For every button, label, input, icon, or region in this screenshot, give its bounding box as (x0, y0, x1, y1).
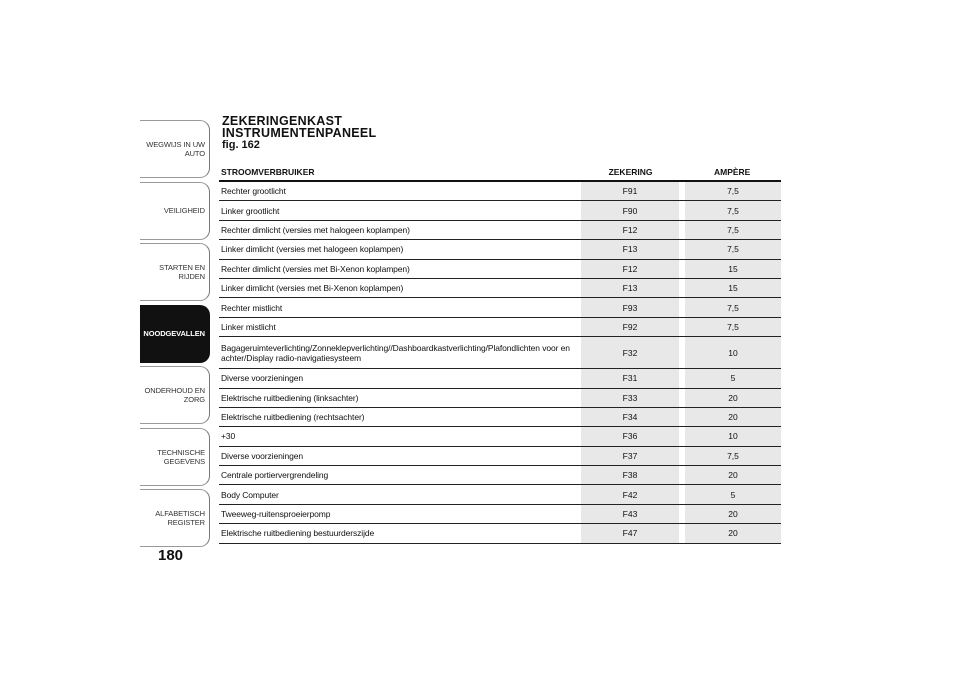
cell-fuse: F13 (581, 240, 679, 258)
cell-consumer: Centrale portiervergrendeling (221, 470, 329, 481)
page-number: 180 (158, 547, 184, 564)
table-row (219, 240, 781, 259)
header-stroomverbruiker: STROOMVERBRUIKER (221, 166, 315, 177)
fuse-table (219, 163, 781, 544)
header-ampere: AMPÈRE (713, 166, 751, 177)
chapter-sidebar (140, 120, 210, 551)
header-zekering: ZEKERING (608, 166, 653, 177)
table-header (219, 163, 781, 182)
cell-ampere: 15 (685, 279, 781, 297)
cell-ampere: 20 (685, 505, 781, 523)
cell-fuse: F38 (581, 466, 679, 484)
cell-consumer: Diverse voorzieningen (221, 450, 303, 461)
cell-consumer: Rechter mistlicht (221, 302, 283, 313)
cell-consumer: +30 (221, 431, 236, 442)
cell-consumer: Rechter grootlicht (221, 186, 286, 197)
table-row (219, 337, 781, 369)
cell-fuse: F12 (581, 260, 679, 278)
tab-starten-en-rijden[interactable]: STARTEN EN RIJDEN (140, 243, 210, 301)
cell-ampere: 7,5 (685, 318, 781, 336)
table-row (219, 485, 781, 504)
cell-fuse: F93 (581, 298, 679, 316)
heading-line-1: ZEKERINGENKAST (222, 114, 343, 128)
table-row (219, 408, 781, 427)
cell-ampere: 10 (685, 337, 781, 368)
cell-consumer: Linker dimlicht (versies met halogeen koplampen) (221, 244, 404, 255)
table-row (219, 298, 781, 317)
cell-consumer: Rechter dimlicht (versies met Bi-Xenon koplampen) (221, 263, 410, 274)
cell-ampere: 7,5 (685, 182, 781, 200)
cell-consumer: Body Computer (221, 489, 279, 500)
cell-ampere: 7,5 (685, 447, 781, 465)
cell-ampere: 7,5 (685, 201, 781, 219)
table-body (219, 182, 781, 544)
cell-fuse: F43 (581, 505, 679, 523)
cell-fuse: F47 (581, 524, 679, 542)
cell-ampere: 5 (685, 369, 781, 387)
table-row (219, 524, 781, 543)
cell-consumer: Tweeweg-ruitensproeierpomp (221, 509, 331, 520)
figure-reference: fig. 162 (222, 139, 260, 151)
cell-fuse: F92 (581, 318, 679, 336)
cell-ampere: 15 (685, 260, 781, 278)
table-row (219, 279, 781, 298)
table-row (219, 427, 781, 446)
cell-ampere: 7,5 (685, 298, 781, 316)
cell-fuse: F31 (581, 369, 679, 387)
tab-onderhoud-en-zorg[interactable]: ONDERHOUD EN ZORG (140, 366, 210, 424)
cell-fuse: F33 (581, 389, 679, 407)
cell-consumer: Linker grootlicht (221, 205, 280, 216)
cell-fuse: F12 (581, 221, 679, 239)
cell-fuse: F34 (581, 408, 679, 426)
table-row (219, 182, 781, 201)
cell-fuse: F32 (581, 337, 679, 368)
cell-ampere: 20 (685, 389, 781, 407)
table-row (219, 447, 781, 466)
cell-ampere: 7,5 (685, 221, 781, 239)
cell-consumer: Bagageruimteverlichting/Zonneklepverlichting//Dashboardkastverlichting/Plafondlichten voor en achter/Display radio-navigatiesysteem (221, 342, 570, 363)
heading-line-2: INSTRUMENTENPANEEL (222, 126, 377, 140)
cell-ampere: 20 (685, 524, 781, 542)
cell-fuse: F91 (581, 182, 679, 200)
table-row (219, 201, 781, 220)
section-heading (222, 115, 376, 152)
cell-consumer: Elektrische ruitbediening (linksachter) (221, 392, 359, 403)
cell-fuse: F42 (581, 485, 679, 503)
tab-noodgevallen[interactable]: NOODGEVALLEN (140, 305, 210, 363)
table-row (219, 389, 781, 408)
cell-consumer: Elektrische ruitbediening bestuurderszijde (221, 528, 375, 539)
cell-ampere: 20 (685, 408, 781, 426)
cell-ampere: 20 (685, 466, 781, 484)
cell-consumer: Linker mistlicht (221, 321, 276, 332)
cell-fuse: F37 (581, 447, 679, 465)
tab-technische-gegevens[interactable]: TECHNISCHE GEGEVENS (140, 428, 210, 486)
table-row (219, 466, 781, 485)
cell-consumer: Diverse voorzieningen (221, 373, 303, 384)
cell-fuse: F90 (581, 201, 679, 219)
table-row (219, 505, 781, 524)
cell-fuse: F36 (581, 427, 679, 445)
tab-veiligheid[interactable]: VEILIGHEID (140, 182, 210, 240)
tab-alfabetisch-register[interactable]: ALFABETISCH REGISTER (140, 489, 210, 547)
table-row (219, 318, 781, 337)
tab-wegwijs[interactable]: WEGWIJS IN UW AUTO (140, 120, 210, 178)
cell-consumer: Linker dimlicht (versies met Bi-Xenon koplampen) (221, 283, 404, 294)
cell-fuse: F13 (581, 279, 679, 297)
cell-ampere: 5 (685, 485, 781, 503)
cell-ampere: 10 (685, 427, 781, 445)
table-row (219, 221, 781, 240)
cell-ampere: 7,5 (685, 240, 781, 258)
table-row (219, 260, 781, 279)
cell-consumer: Rechter dimlicht (versies met halogeen koplampen) (221, 224, 410, 235)
table-row (219, 369, 781, 388)
cell-consumer: Elektrische ruitbediening (rechtsachter) (221, 412, 365, 423)
